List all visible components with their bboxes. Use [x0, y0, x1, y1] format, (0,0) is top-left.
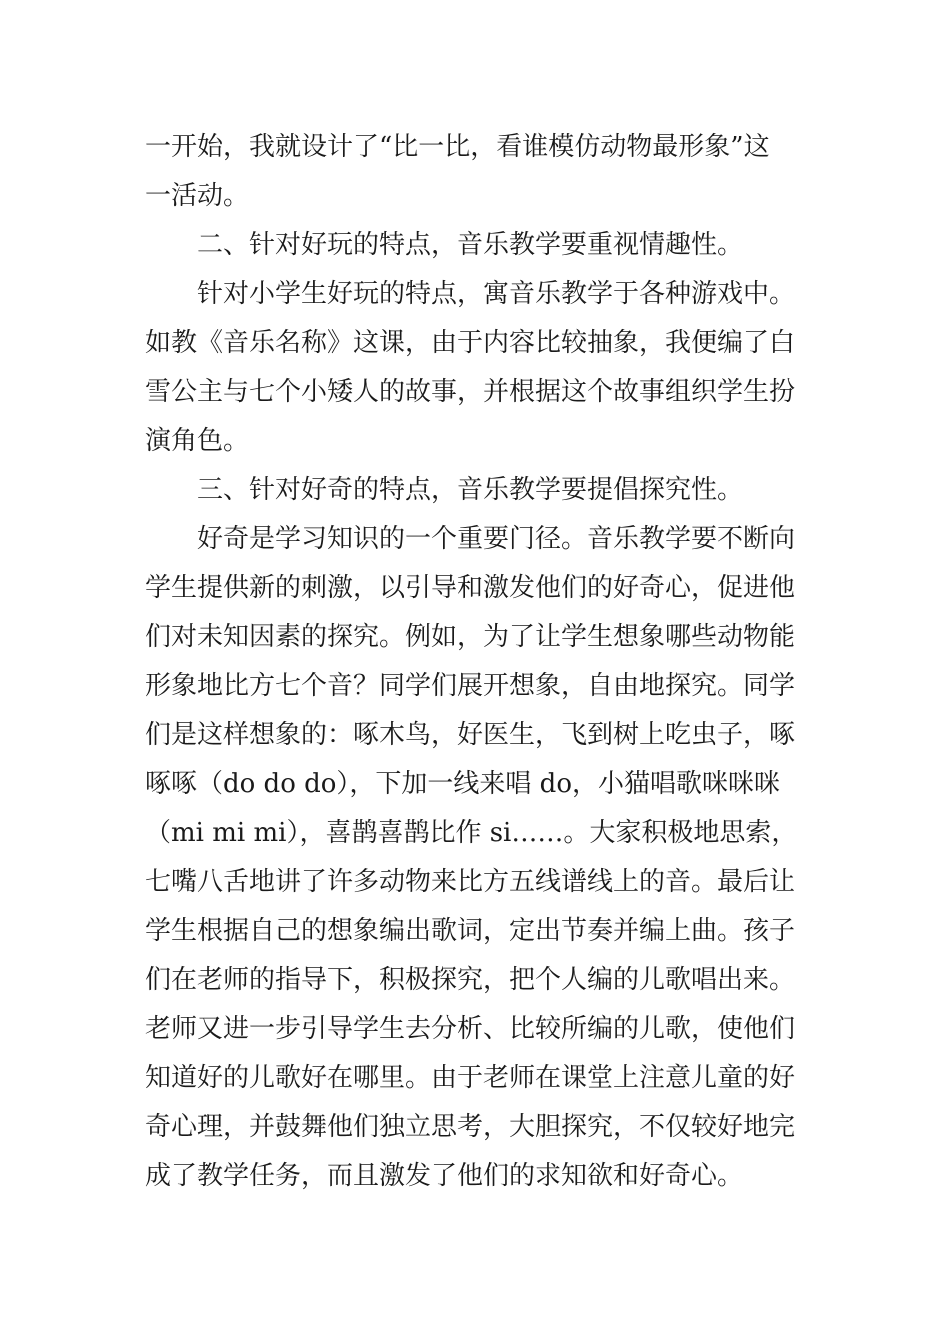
text-line: 一开始，我就设计了“比一比，看谁模仿动物最形象”这: [145, 132, 770, 162]
text-line: 知道好的儿歌好在哪里。由于老师在课堂上注意儿童的好: [145, 1063, 796, 1093]
text-line: 好奇是学习知识的一个重要门径。音乐教学要不断向: [197, 524, 796, 554]
body-text: [145, 123, 810, 1201]
text-line: 奇心理，并鼓舞他们独立思考，大胆探究，不仅较好地完: [145, 1112, 796, 1142]
text-line: 学生根据自己的想象编出歌词，定出节奏并编上曲。孩子: [145, 916, 796, 946]
text-line: 一活动。: [145, 181, 250, 211]
text-line: 如教《音乐名称》这课，由于内容比较抽象，我便编了白: [145, 328, 796, 358]
text-line: 们对未知因素的探究。例如，为了让学生想象哪些动物能: [145, 622, 796, 652]
text-line: 啄啄（do do do），下加一线来唱 do，小猫唱歌咪咪咪: [145, 769, 780, 799]
text-line: （mi mi mi），喜鹊喜鹊比作 si……。大家积极地思索，: [145, 818, 798, 848]
text-line: 形象地比方七个音？同学们展开想象，自由地探究。同学: [145, 671, 796, 701]
text-line: 成了教学任务，而且激发了他们的求知欲和好奇心。: [145, 1161, 744, 1191]
text-line: 三、针对好奇的特点，音乐教学要提倡探究性。: [197, 475, 744, 505]
text-line: 七嘴八舌地讲了许多动物来比方五线谱线上的音。最后让: [145, 867, 796, 897]
text-line: 演角色。: [145, 426, 250, 456]
text-line: 老师又进一步引导学生去分析、比较所编的儿歌，使他们: [145, 1014, 796, 1044]
text-line: 针对小学生好玩的特点，寓音乐教学于各种游戏中。: [197, 279, 796, 309]
text-line: 雪公主与七个小矮人的故事，并根据这个故事组织学生扮: [145, 377, 796, 407]
text-line: 二、针对好玩的特点，音乐教学要重视情趣性。: [197, 230, 744, 260]
text-line: 们在老师的指导下，积极探究，把个人编的儿歌唱出来。: [145, 965, 796, 995]
text-line: 学生提供新的刺激，以引导和激发他们的好奇心，促进他: [145, 573, 796, 603]
text-line: 们是这样想象的：啄木鸟，好医生，飞到树上吃虫子，啄: [145, 720, 796, 750]
